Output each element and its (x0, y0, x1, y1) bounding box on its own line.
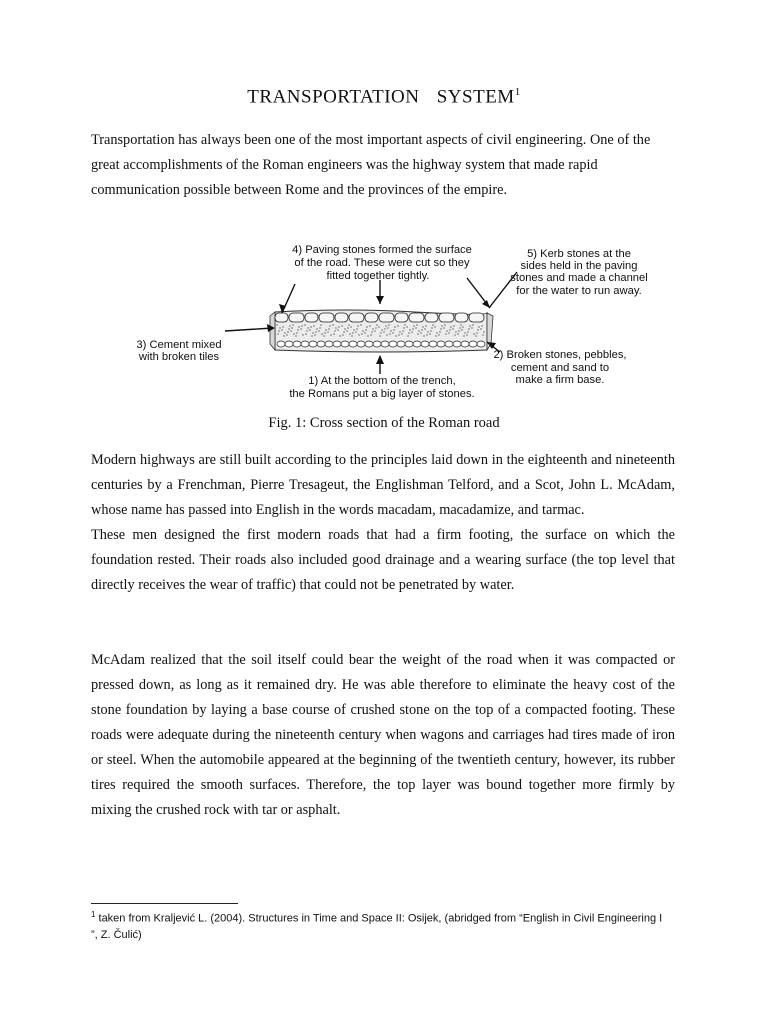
gravel-dot (478, 326, 480, 328)
paving-stone (439, 313, 454, 322)
base-stone (309, 341, 317, 347)
gravel-dot (395, 335, 397, 337)
gravel-dot (435, 335, 437, 337)
gravel-dot (482, 334, 484, 336)
label-broken-3: make a firm base. (515, 374, 605, 386)
gravel-dot (358, 334, 360, 336)
gravel-dot (300, 328, 302, 330)
gravel-dot (392, 332, 394, 334)
gravel-dot (471, 327, 473, 329)
gravel-dot (313, 325, 315, 327)
gravel-dot (455, 331, 457, 333)
gravel-dot (388, 324, 390, 326)
gravel-dot (344, 328, 346, 330)
gravel-dot (335, 327, 337, 329)
base-stone (389, 341, 397, 347)
gravel-dot (418, 330, 420, 332)
gravel-dot (427, 331, 429, 333)
gravel-dot (473, 333, 475, 335)
gravel-dot (472, 324, 474, 326)
modern-highways-section (91, 448, 675, 598)
gravel-dot (321, 333, 323, 335)
base-stone (277, 341, 285, 347)
gravel-dot (476, 332, 478, 334)
gravel-dot (457, 333, 459, 335)
gravel-dot (426, 334, 428, 336)
gravel-dot (458, 330, 460, 332)
gravel-dot (415, 327, 417, 329)
base-stone (445, 341, 453, 347)
base-stone (293, 341, 301, 347)
road-cross-section (270, 310, 493, 352)
gravel-dot (339, 335, 341, 337)
gravel-dot (386, 334, 388, 336)
gravel-dot (387, 327, 389, 329)
gravel-dot (483, 331, 485, 333)
gravel-dot (302, 334, 304, 336)
base-stone (469, 341, 477, 347)
gravel-dot (306, 330, 308, 332)
gravel-dot (297, 329, 299, 331)
gravel-dot (375, 327, 377, 329)
gravel-dot (430, 330, 432, 332)
label-broken-2: cement and sand to (510, 362, 610, 374)
gravel-dot (462, 326, 464, 328)
gravel-dot (366, 326, 368, 328)
gravel-dot (328, 328, 330, 330)
label-kerb-4: for the water to run away. (516, 285, 642, 297)
gravel-dot (445, 333, 447, 335)
gravel-dot (385, 325, 387, 327)
label-paving-2: of the road. These were cut so they (294, 257, 470, 269)
gravel-dot (468, 328, 470, 330)
gravel-dot (301, 325, 303, 327)
gravel-dot (338, 326, 340, 328)
gravel-dot (459, 327, 461, 329)
gravel-dot (347, 327, 349, 329)
label-cement-1: 3) Cement mixed (136, 339, 222, 351)
gravel-dot (311, 335, 313, 337)
gravel-dot (449, 329, 451, 331)
gravel-dot (467, 331, 469, 333)
gravel-dot (439, 331, 441, 333)
gravel-dot (477, 329, 479, 331)
base-stone (317, 341, 325, 347)
figure-caption: Fig. 1: Cross section of the Roman road (268, 415, 500, 431)
gravel-dot (453, 325, 455, 327)
gravel-dot (353, 329, 355, 331)
gravel-dot (333, 333, 335, 335)
gravel-dot (374, 330, 376, 332)
label-cement-2: with broken tiles (138, 351, 220, 363)
gravel-dot (278, 330, 280, 332)
base-stone (453, 341, 461, 347)
gravel-dot (320, 324, 322, 326)
gravel-dot (399, 331, 401, 333)
gravel-dot (289, 325, 291, 327)
gravel-dot (282, 326, 284, 328)
gravel-dot (281, 329, 283, 331)
gravel-dot (292, 324, 294, 326)
gravel-dot (432, 324, 434, 326)
gravel-dot (424, 328, 426, 330)
gravel-dot (276, 324, 278, 326)
gravel-dot (329, 325, 331, 327)
footnote-divider (91, 903, 238, 904)
gravel-dot (384, 328, 386, 330)
gravel-dot (367, 335, 369, 337)
footnote-marker: 1 (91, 910, 96, 919)
paving-stone (305, 313, 318, 322)
gravel-dot (425, 325, 427, 327)
gravel-dot (371, 331, 373, 333)
gravel-dot (323, 335, 325, 337)
roman-road-figure (125, 238, 660, 403)
gravel-dot (394, 326, 396, 328)
gravel-dot (352, 332, 354, 334)
gravel-dot (380, 332, 382, 334)
gravel-dot (357, 325, 359, 327)
title-text: TRANSPORTATION SYSTEM (247, 86, 515, 108)
gravel-dot (408, 332, 410, 334)
base-stone (381, 341, 389, 347)
gravel-dot (393, 329, 395, 331)
base-stone (341, 341, 349, 347)
gravel-dot (310, 326, 312, 328)
gravel-dot (444, 324, 446, 326)
gravel-dot (346, 330, 348, 332)
gravel-dot (438, 334, 440, 336)
gravel-dot (291, 327, 293, 329)
paving-stone (275, 313, 288, 322)
gravel-dot (356, 328, 358, 330)
label-bottom-1: 1) At the bottom of the trench, (308, 375, 456, 387)
base-stone (357, 341, 365, 347)
gravel-dot (398, 334, 400, 336)
gravel-dot (440, 328, 442, 330)
gravel-dot (441, 325, 443, 327)
gravel-dot (287, 331, 289, 333)
base-stone (373, 341, 381, 347)
gravel-dot (378, 326, 380, 328)
gravel-dot (460, 324, 462, 326)
modern-highways-paragraph: Modern highways are still built according to the principles laid down in the eighteenth and nineteenth centuries by a Frenchman, Pierre Tresageut, the Englishman Telford, and a Scot, John L. McAdam, whose name has passed into English in the words macadam, macadamize, and tarmac. (91, 452, 675, 518)
mcadam-paragraph: McAdam realized that the soil itself could bear the weight of the road when it was compacted or pressed down, as long as it remained dry. He was able therefore to eliminate the heavy cost of the stone foundation by laying a base course of crushed stone on the top of a compacted footing. These roads were adequate during the nineteenth century when wagons and carriages had tires made of iron or steel. When the automobile appeared at the beginning of the twentieth century, however, its rubber tires required the smooth surfaces. Therefore, the top layer was bound together more firmly by mixing the crushed rock with tar or asphalt. (91, 652, 675, 818)
gravel-dot (283, 335, 285, 337)
gravel-dot (402, 330, 404, 332)
gravel-dot (324, 332, 326, 334)
gravel-dot (293, 333, 295, 335)
document-title (0, 86, 768, 108)
label-kerb-2: sides held in the paving (520, 260, 638, 272)
gravel-dot (450, 326, 452, 328)
gravel-dot (480, 328, 482, 330)
gravel-dot (481, 325, 483, 327)
gravel-dot (296, 332, 298, 334)
gravel-dot (404, 324, 406, 326)
base-stone (333, 341, 341, 347)
gravel-dot (383, 331, 385, 333)
gravel-dot (390, 330, 392, 332)
gravel-dot (277, 333, 279, 335)
title-footnote-marker: 1 (514, 86, 521, 98)
gravel-dot (288, 328, 290, 330)
base-stone (405, 341, 413, 347)
gravel-dot (312, 332, 314, 334)
gravel-dot (370, 334, 372, 336)
arrow-cement (225, 328, 273, 331)
firm-footing-paragraph: These men designed the first modern roads that had a firm footing, the surface on which the foundation rested. Their roads also included good drainage and a wearing surface (the top level that directly receives the wear of traffic) that could not be penetrated by water. (91, 527, 675, 593)
gravel-dot (381, 329, 383, 331)
gravel-dot (286, 334, 288, 336)
gravel-dot (350, 326, 352, 328)
gravel-dot (319, 327, 321, 329)
gravel-dot (316, 328, 318, 330)
gravel-dot (443, 327, 445, 329)
gravel-dot (348, 324, 350, 326)
paving-stone (379, 313, 394, 322)
gravel-dot (429, 333, 431, 335)
gravel-dot (464, 332, 466, 334)
gravel-dot (279, 327, 281, 329)
gravel-dot (422, 326, 424, 328)
label-broken-1: 2) Broken stones, pebbles, (493, 349, 627, 361)
gravel-dot (403, 327, 405, 329)
gravel-dot (409, 329, 411, 331)
gravel-dot (284, 332, 286, 334)
label-kerb-3: stones and made a channel (510, 272, 648, 284)
gravel-dot (349, 333, 351, 335)
label-kerb-1: 5) Kerb stones at the (527, 248, 631, 260)
base-stone (461, 341, 469, 347)
gravel-dot (469, 325, 471, 327)
gravel-dot (365, 329, 367, 331)
gravel-dot (364, 332, 366, 334)
gravel-dot (342, 334, 344, 336)
gravel-dot (304, 324, 306, 326)
gravel-dot (361, 333, 363, 335)
gravel-dot (362, 330, 364, 332)
gravel-dot (327, 331, 329, 333)
base-stone (437, 341, 445, 347)
gravel-dot (307, 327, 309, 329)
gravel-dot (355, 331, 357, 333)
base-stone (397, 341, 405, 347)
paving-stone (409, 313, 424, 322)
paving-stone (395, 313, 408, 322)
gravel-dot (389, 333, 391, 335)
gravel-dot (417, 333, 419, 335)
base-stone (349, 341, 357, 347)
paving-stone (455, 313, 468, 322)
gravel-dot (325, 329, 327, 331)
gravel-dot (421, 329, 423, 331)
base-stone (413, 341, 421, 347)
gravel-dot (452, 328, 454, 330)
gravel-dot (318, 330, 320, 332)
gravel-dot (475, 335, 477, 337)
gravel-dot (406, 326, 408, 328)
gravel-dot (420, 332, 422, 334)
gravel-dot (298, 326, 300, 328)
paving-stone (365, 313, 378, 322)
gravel-dot (290, 330, 292, 332)
paving-stone (469, 313, 484, 322)
gravel-dot (341, 325, 343, 327)
gravel-dot (330, 334, 332, 336)
label-paving-1: 4) Paving stones formed the surface (292, 244, 472, 256)
base-stone (477, 341, 485, 347)
paving-stone (289, 313, 304, 322)
gravel-dot (315, 331, 317, 333)
gravel-dot (369, 325, 371, 327)
gravel-dot (379, 335, 381, 337)
base-stone (325, 341, 333, 347)
gravel-dot (407, 335, 409, 337)
gravel-dot (337, 329, 339, 331)
gravel-dot (466, 334, 468, 336)
paving-stone (319, 313, 334, 322)
base-stone (421, 341, 429, 347)
gravel-dot (343, 331, 345, 333)
gravel-dot (332, 324, 334, 326)
gravel-dot (376, 324, 378, 326)
gravel-dot (454, 334, 456, 336)
gravel-dot (314, 334, 316, 336)
gravel-dot (309, 329, 311, 331)
label-bottom-2: the Romans put a big layer of stones. (289, 388, 475, 400)
paving-stone (349, 313, 364, 322)
base-stone (301, 341, 309, 347)
gravel-dot (446, 330, 448, 332)
intro-paragraph: Transportation has always been one of the most important aspects of civil engineering. One of the great accomplishments of the Roman engineers was the highway system that made rapid communication possible between Rome and the provinces of the empire. (91, 132, 651, 198)
gravel-dot (295, 335, 297, 337)
gravel-dot (397, 325, 399, 327)
base-stone (429, 341, 437, 347)
gravel-dot (463, 335, 465, 337)
gravel-dot (461, 329, 463, 331)
gravel-dot (334, 330, 336, 332)
gravel-dot (434, 326, 436, 328)
gravel-dot (372, 328, 374, 330)
label-paving-3: fitted together tightly. (326, 270, 430, 282)
gravel-dot (413, 325, 415, 327)
gravel-dot (412, 328, 414, 330)
gravel-dot (401, 333, 403, 335)
base-stone (365, 341, 373, 347)
gravel-dot (423, 335, 425, 337)
gravel-dot (431, 327, 433, 329)
gravel-dot (351, 335, 353, 337)
base-stone (285, 341, 293, 347)
gravel-dot (436, 332, 438, 334)
gravel-dot (411, 331, 413, 333)
gravel-dot (305, 333, 307, 335)
gravel-dot (360, 324, 362, 326)
footnote (91, 907, 671, 943)
paving-stone (425, 313, 438, 322)
paving-stone (335, 313, 348, 322)
footnote-text: taken from Kraljević L. (2004). Structures in Time and Space II: Osijek, (abridged from “English in Civil Engineering I ”, Z. Čulić) (91, 912, 663, 941)
gravel-dot (416, 324, 418, 326)
gravel-dot (448, 332, 450, 334)
